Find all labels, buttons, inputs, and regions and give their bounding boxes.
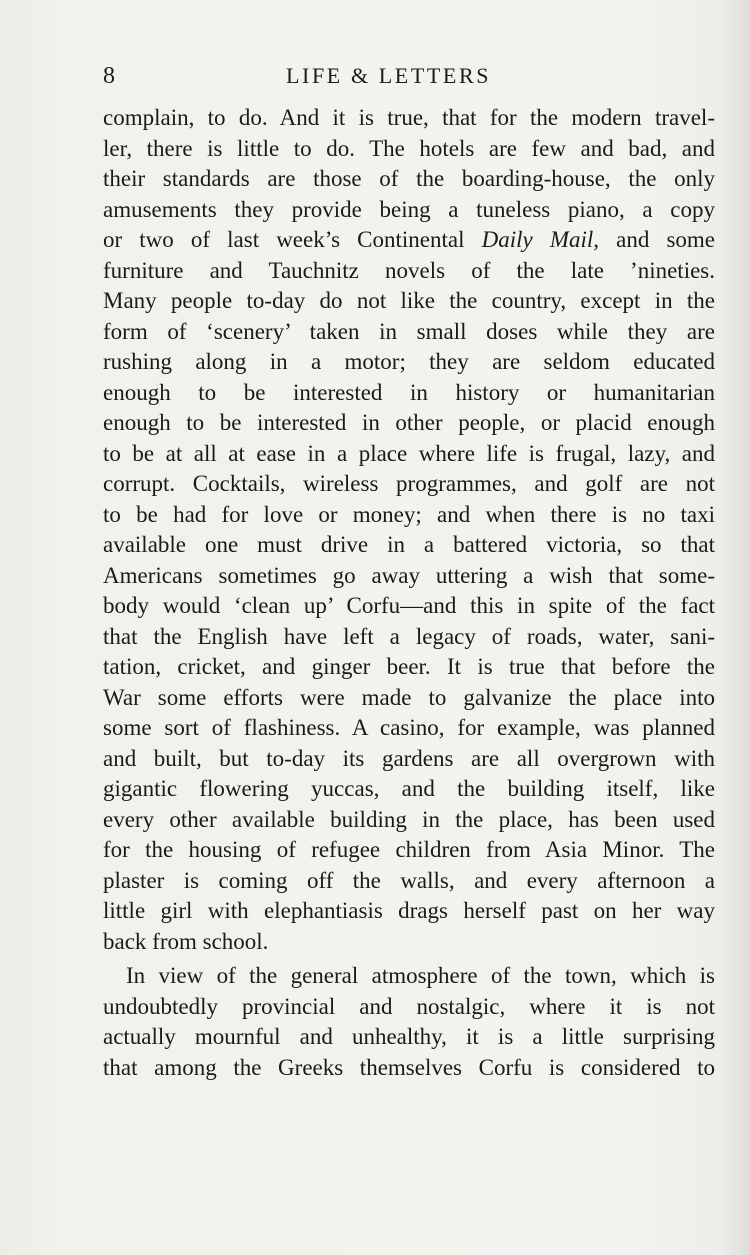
paragraph-1 — [103, 103, 715, 957]
text-line: corrupt. Cocktails, wireless programmes, and golf are not — [103, 471, 715, 496]
text-run: and some — [616, 227, 715, 252]
text-run: or two of last week’s Continental — [103, 227, 465, 252]
page-edge-shadow — [720, 0, 750, 1255]
text-line: In view of the general atmosphere of the town, which is — [126, 963, 715, 988]
text-line: Americans sometimes go away uttering a wish that some- — [103, 562, 715, 588]
text-line: for the housing of refugee children from Asia Minor. The — [103, 837, 715, 862]
text-line: that among the Greeks themselves Corfu is considered to — [103, 1054, 715, 1080]
text-line: actually mournful and unhealthy, it is a little surprising — [103, 1024, 715, 1049]
running-head: LIFE & LETTERS — [286, 63, 492, 88]
text-line: every other available building in the place, has been used — [103, 806, 715, 832]
paragraph-2 — [103, 961, 715, 1083]
text-line: some sort of flashiness. A casino, for example, was planned — [103, 715, 715, 740]
text-line — [103, 225, 715, 256]
text-line: little girl with elephantiasis drags herself past on her way — [103, 898, 715, 923]
italic-title: Daily Mail, — [481, 227, 600, 252]
text-line: tation, cricket, and ginger beer. It is true that before the — [103, 654, 715, 679]
text-line: body would ‘clean up’ Corfu—and this in spite of the fact — [103, 593, 715, 618]
text-line: enough to be interested in other people, or placid enough — [103, 410, 715, 435]
text-line: form of ‘scenery’ taken in small doses while they are — [103, 318, 715, 344]
text-line: rushing along in a motor; they are seldom educated — [103, 349, 715, 374]
text-line: Many people to-day do not like the country, except in the — [103, 288, 715, 313]
text-line: undoubtedly provincial and nostalgic, where it is not — [103, 993, 715, 1019]
text-line: furniture and Tauchnitz novels of the late ’nineties. — [103, 257, 715, 283]
text-line: their standards are those of the boarding-house, the only — [103, 166, 715, 191]
text-line: back from school. — [103, 928, 269, 954]
text-line: plaster is coming off the walls, and every afternoon a — [103, 867, 715, 893]
text-line: amusements they provide being a tuneless piano, a copy — [103, 196, 715, 222]
text-line: that the English have left a legacy of roads, water, sani- — [103, 623, 715, 649]
page-number: 8 — [103, 63, 115, 89]
text-line: enough to be interested in history or humanitarian — [103, 379, 715, 405]
text-line: War some efforts were made to galvanize the place into — [103, 684, 715, 710]
text-line: available one must drive in a battered victoria, so that — [103, 532, 715, 557]
text-line: to be at all at ease in a place where life is frugal, lazy, and — [103, 440, 715, 466]
text-line: and built, but to-day its gardens are all overgrown with — [103, 745, 715, 771]
body-text — [103, 103, 715, 1083]
text-line: to be had for love or money; and when there is no taxi — [103, 501, 715, 527]
text-line: gigantic flowering yuccas, and the building itself, like — [103, 776, 715, 801]
text-line: complain, to do. And it is true, that for the modern travel- — [103, 105, 715, 130]
text-line: ler, there is little to do. The hotels are few and bad, and — [103, 135, 715, 161]
page-header — [103, 60, 715, 94]
